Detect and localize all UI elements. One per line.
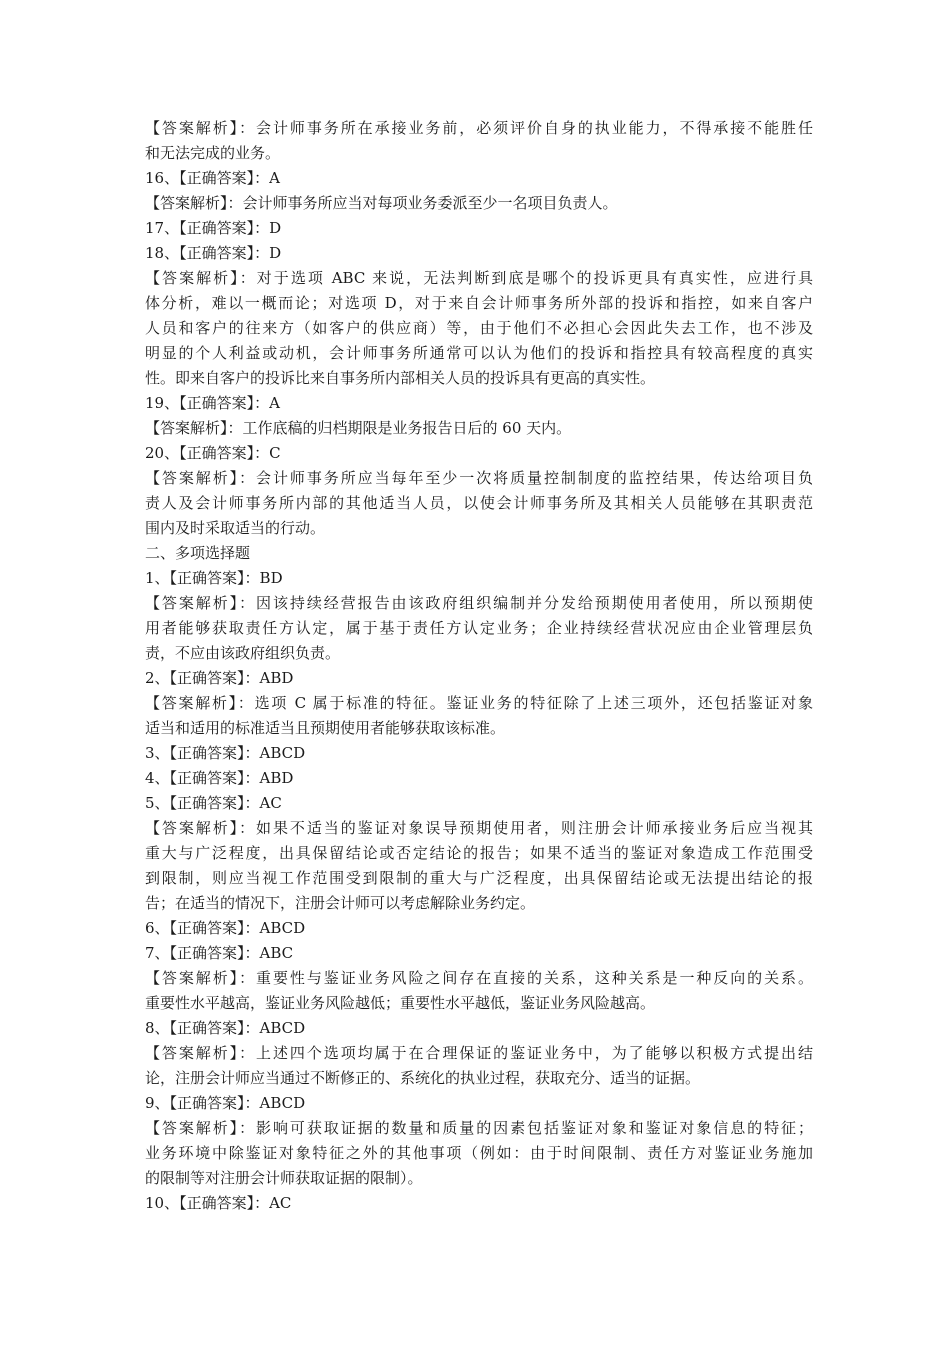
text-line: 和无法完成的业务。: [145, 144, 281, 162]
text-line: 【答案解析】：会计师事务所应当对每项业务委派至少一名项目负责人。: [145, 194, 618, 212]
text-line: 到限制，则应当视工作范围受到限制的重大与广泛程度，出具保留结论或无法提出结论的报: [145, 869, 813, 887]
answer-line: 2、【正确答案】：ABD: [145, 669, 294, 687]
answer-line: 7、【正确答案】：ABC: [145, 944, 294, 962]
text-line: 【答案解析】：对于选项 ABC 来说，无法判断到底是哪个的投诉更具有真实性，应进行具: [145, 269, 813, 287]
text-line: 围内及时采取适当的行动。: [145, 519, 326, 537]
section-heading: 二、多项选择题: [145, 544, 251, 562]
answer-line: 19、【正确答案】：A: [145, 394, 280, 412]
text-line: 责，不应由该政府组织负责。: [145, 644, 341, 662]
answer-line: 5、【正确答案】：AC: [145, 794, 282, 812]
text-line: 【答案解析】：会计师事务所应当每年至少一次将质量控制制度的监控结果，传达给项目负: [145, 469, 813, 487]
text-line: 人员和客户的往来方（如客户的供应商）等，由于他们不必担心会因此失去工作，也不涉及: [145, 319, 813, 337]
answer-line: 10、【正确答案】：AC: [145, 1194, 292, 1212]
answer-line: 8、【正确答案】：ABCD: [145, 1019, 306, 1037]
text-line: 用者能够获取责任方认定，属于基于责任方认定业务；企业持续经营状况应由企业管理层负: [145, 619, 813, 637]
text-line: 性。即来自客户的投诉比来自事务所内部相关人员的投诉具有更高的真实性。: [145, 369, 656, 387]
text-line: 重大与广泛程度，出具保留结论或否定结论的报告；如果不适当的鉴证对象造成工作范围受: [145, 844, 813, 862]
text-line: 【答案解析】：上述四个选项均属于在合理保证的鉴证业务中，为了能够以积极方式提出结: [145, 1044, 813, 1062]
text-line: 【答案解析】：因该持续经营报告由该政府组织编制并分发给预期使用者使用，所以预期使: [145, 594, 813, 612]
text-line: 【答案解析】：如果不适当的鉴证对象误导预期使用者，则注册会计师承接业务后应当视其: [145, 819, 813, 837]
answer-line: 1、【正确答案】：BD: [145, 569, 283, 587]
text-line: 明显的个人利益或动机，会计师事务所通常可以认为他们的投诉和指控具有较高程度的真实: [145, 344, 813, 362]
answer-line: 20、【正确答案】：C: [145, 444, 281, 462]
text-line: 论，注册会计师应当通过不断修正的、系统化的执业过程，获取充分、适当的证据。: [145, 1069, 701, 1087]
text-line: 告；在适当的情况下，注册会计师可以考虑解除业务约定。: [145, 894, 536, 912]
text-line: 【答案解析】：重要性与鉴证业务风险之间存在直接的关系，这种关系是一种反向的关系。: [145, 969, 813, 987]
text-line: 责人及会计师事务所内部的其他适当人员，以使会计师事务所及其相关人员能够在其职责范: [145, 494, 813, 512]
text-line: 【答案解析】：工作底稿的归档期限是业务报告日后的 60 天内。: [145, 419, 572, 437]
answer-line: 3、【正确答案】：ABCD: [145, 744, 306, 762]
text-line: 业务环境中除鉴证对象特征之外的其他事项（例如：由于时间限制、责任方对鉴证业务施加: [145, 1144, 813, 1162]
text-line: 适当和适用的标准适当且预期使用者能够获取该标准。: [145, 719, 506, 737]
text-line: 的限制等对注册会计师获取证据的限制）。: [145, 1169, 423, 1187]
answer-line: 17、【正确答案】：D: [145, 219, 282, 237]
text-line: 重要性水平越高，鉴证业务风险越低；重要性水平越低，鉴证业务风险越高。: [145, 994, 656, 1012]
text-line: 【答案解析】：影响可获取证据的数量和质量的因素包括鉴证对象和鉴证对象信息的特征；: [145, 1119, 813, 1137]
answer-line: 4、【正确答案】：ABD: [145, 769, 294, 787]
text-line: 【答案解析】：选项 C 属于标准的特征。鉴证业务的特征除了上述三项外，还包括鉴证对象: [145, 694, 813, 712]
document-page: [145, 116, 813, 1216]
answer-line: 18、【正确答案】：D: [145, 244, 282, 262]
text-line: 【答案解析】：会计师事务所在承接业务前，必须评价自身的执业能力，不得承接不能胜任: [145, 119, 813, 137]
answer-line: 9、【正确答案】：ABCD: [145, 1094, 306, 1112]
answer-line: 6、【正确答案】：ABCD: [145, 919, 306, 937]
answer-line: 16、【正确答案】：A: [145, 169, 280, 187]
text-line: 体分析，难以一概而论；对选项 D，对于来自会计师事务所外部的投诉和指控，如来自客户: [145, 294, 813, 312]
